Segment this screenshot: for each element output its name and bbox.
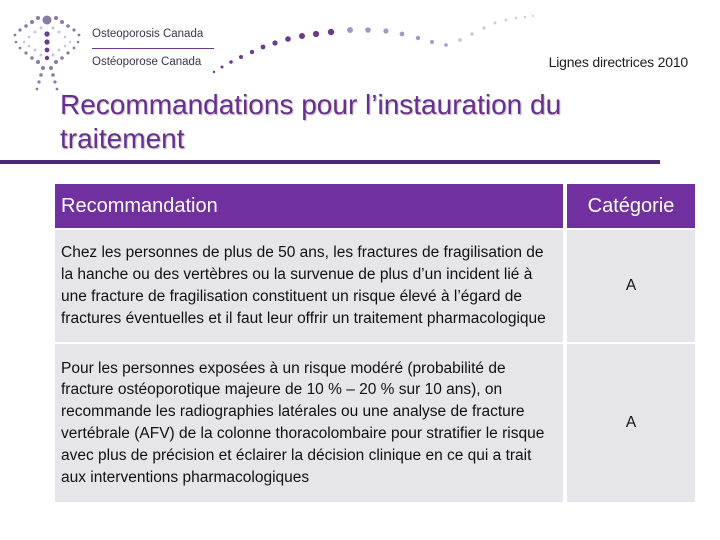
column-header-category: Catégorie xyxy=(563,184,695,230)
category-cell: A xyxy=(563,230,695,344)
org-name-divider xyxy=(92,48,214,49)
table-row xyxy=(55,344,695,502)
recommendations-table xyxy=(55,184,695,502)
organization-names xyxy=(92,27,222,69)
table-row xyxy=(55,230,695,344)
osteoporosis-canada-logo-icon xyxy=(8,12,86,92)
table-header-row xyxy=(55,184,695,230)
org-name-french: Ostéoporose Canada xyxy=(92,56,202,68)
guidelines-label: Lignes directrices 2010 xyxy=(548,54,688,70)
recommendation-cell: Chez les personnes de plus de 50 ans, les fractures de fragilisation de la hanche ou des vertèbres ou la survenue de plus d’un incident lié à une fracture de fragilisation constituent un risque élevé à l’égard de fractures éventuelles et il faut leur offrir un traitement pharmacologique xyxy=(55,230,563,344)
title-underline xyxy=(0,160,660,164)
org-name-english: Osteoporosis Canada xyxy=(92,28,204,40)
recommendation-cell: Pour les personnes exposées à un risque modéré (probabilité de fracture ostéoporotique majeure de 10 % – 20 % sur 10 ans), on recommande les radiographies latérales ou une analyse de fracture vertébrale (AFV) de la colonne thoracolombaire pour stratifier le risque avec plus de précision et éclairer la décision clinique en ce qui a trait aux interventions pharmacologiques xyxy=(55,344,563,502)
category-cell: A xyxy=(563,344,695,502)
page-title: Recommandations pour l’instauration du traitement xyxy=(60,89,562,154)
column-header-recommendation: Recommandation xyxy=(55,184,563,230)
decorative-dots xyxy=(210,10,540,80)
